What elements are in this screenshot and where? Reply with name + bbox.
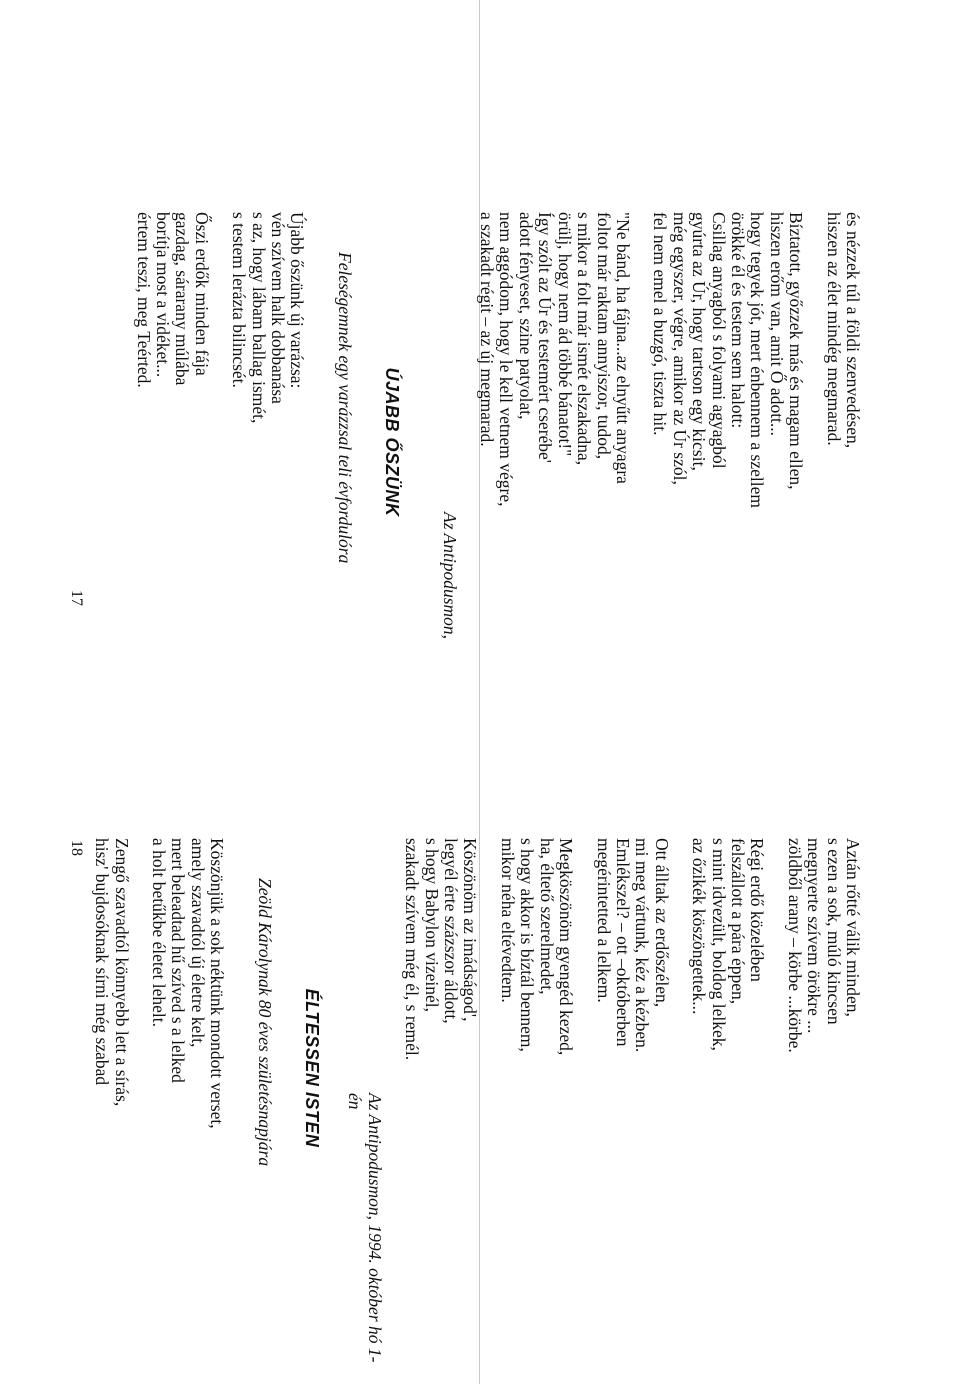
poem-title: ÉLTESSEN ISTEN [302,988,323,1148]
poem-line: zöldből arany – körbe ...körbe. [784,838,805,1053]
page-number: 17 [68,590,85,606]
poem-line: az őzikék köszöngettek... [689,838,710,1015]
poem-line: Zengő szavadtól könnyebb lett a sírás, [111,838,132,1107]
poem-line: örülj, hogy nem ád többé bánatot!" [554,212,575,457]
poem-line: Emlékszel? – ott –októberben [612,838,633,1047]
stanza [92,838,131,1368]
poem-line: mi meg vártunk, kéz a kézben. [632,838,653,1053]
stanza [498,838,576,1368]
poem-line: felszállott a pára éppen, [727,838,748,1005]
page-17 [133,212,863,752]
poem-line: gyúrta az Úr, hogy tartson egy kicsit, [689,212,710,471]
poem-line: a szakadt régit – az új megmarad. [477,212,498,447]
poem-line: szakadt szívem még él, s remél. [402,838,423,1061]
poem-line: fel nem emel a buzgó, tiszta hit. [650,212,671,436]
poem-attribution: Az Antipodusmon, 1994. október hó 1-én [345,1093,385,1363]
poem-line: "Ne bánd, ha fájna...az elnyűtt anyagra [612,212,633,484]
poem-line: vén szívem halk dobbanása [268,212,289,404]
poem-line: mikor néha eltévedtem. [497,838,518,1003]
poem-line: megérintetted a lelkem. [593,838,614,1003]
poem-line: Így szólt az Úr és testemért cserébe' [535,212,556,463]
poem-line: hiszen az élet mindég megmarad. [823,212,844,446]
poem-line: Köszönjük a sok néktünk mondott verset, [207,838,228,1129]
poem-line: nem aggódom, hogy le kell vetnem végre, [496,212,517,507]
poem-line: foltot már raktam annyiszor, tudod, [593,212,614,460]
poem-line: s ezen a sok, múló kincsen [823,838,844,1025]
poem-line: Aztán rőtté válik minden, [843,838,863,1017]
poem-line: ha, éltető szerelmedet, [536,838,557,995]
poem-line: Őszi erdők minden fája [191,212,212,376]
poem-title: ÚJABB ŐSZÜNK [382,367,403,517]
page-number: 18 [68,840,85,856]
poem-attribution: Az Antipodusmon, [439,512,460,640]
poem-line: Köszönöm az imádságod', [460,838,481,1022]
poem-line: Ott álltak az erdőszélen, [651,838,672,1008]
poem-line: örökké él és testem sem halott: [727,212,748,429]
poem-line: amely szavadtól új életre kelt, [187,838,208,1048]
poem-line: s mint idvezült, boldog lelkek, [708,838,729,1051]
poem-line: hogy tegyek jót, mert énbennem a szellem [747,212,768,508]
poem-line: legyél érte százszor áldott, [441,838,462,1024]
stanza [149,838,227,1368]
stanza [650,212,805,752]
poem-line: hisz' bujdosóknak sírni még szabad [92,838,113,1086]
poem-line: gazdag, sárarany múlába [172,212,193,386]
poem-line: borítja most a vidéket... [153,212,174,378]
poem-line: hiszen erőm van, amit Ő adott... [766,212,787,437]
poem-line: s testem lerázta bilincsét. [229,212,250,388]
poem-line: Bíztatott, győzzek más és magam ellen, [786,212,807,490]
stanza [402,838,480,1368]
poem-line: a holt betűkbe életet lehelt. [149,838,170,1028]
poem-line: Megköszönöm gyengéd kezed, [556,838,577,1056]
stanza [133,212,211,752]
stanza [593,838,671,1368]
stanza [229,212,307,752]
poem-line: megnyerte szívem örökre ... [804,838,825,1034]
poem-line: Csillag anyagból s folyami agyagból [708,212,729,469]
poem-line: adott fényeset, szine patyolat, [515,212,536,420]
poem-line: s hogy akkor is bíztál bennem, [517,838,538,1052]
stanza [784,838,862,1368]
stanza [689,838,767,1368]
poem-line: és nézzek túl a földi szenvedésen, [843,212,863,449]
stanza [823,212,862,752]
poem-line: Régi erdő közelében [747,838,768,982]
page-18 [92,838,863,1368]
poem-line: s mikor a folt már ismét elszakadna, [574,212,595,466]
poem-line: s hogy Babylon vizeinél, [421,838,442,1013]
poem-dedication: Feleségemnek egy varázzsal teli évfordulóra [334,252,355,564]
poem-line: s az, hogy lábam ballag ismét, [248,212,269,424]
poem-line: értem teszi, meg Teérted. [133,212,154,388]
poem-line: Újabb őszünk új varázsa: [287,212,308,389]
poem-dedication: Zeöld Károlynak 80 éves születésnapjára [254,878,275,1167]
poem-line: mert beleadtad hű szíved s a lelked [168,838,189,1083]
poem-line: még egyszer, végre, amikor az Úr szól, [669,212,690,485]
stanza [477,212,632,752]
